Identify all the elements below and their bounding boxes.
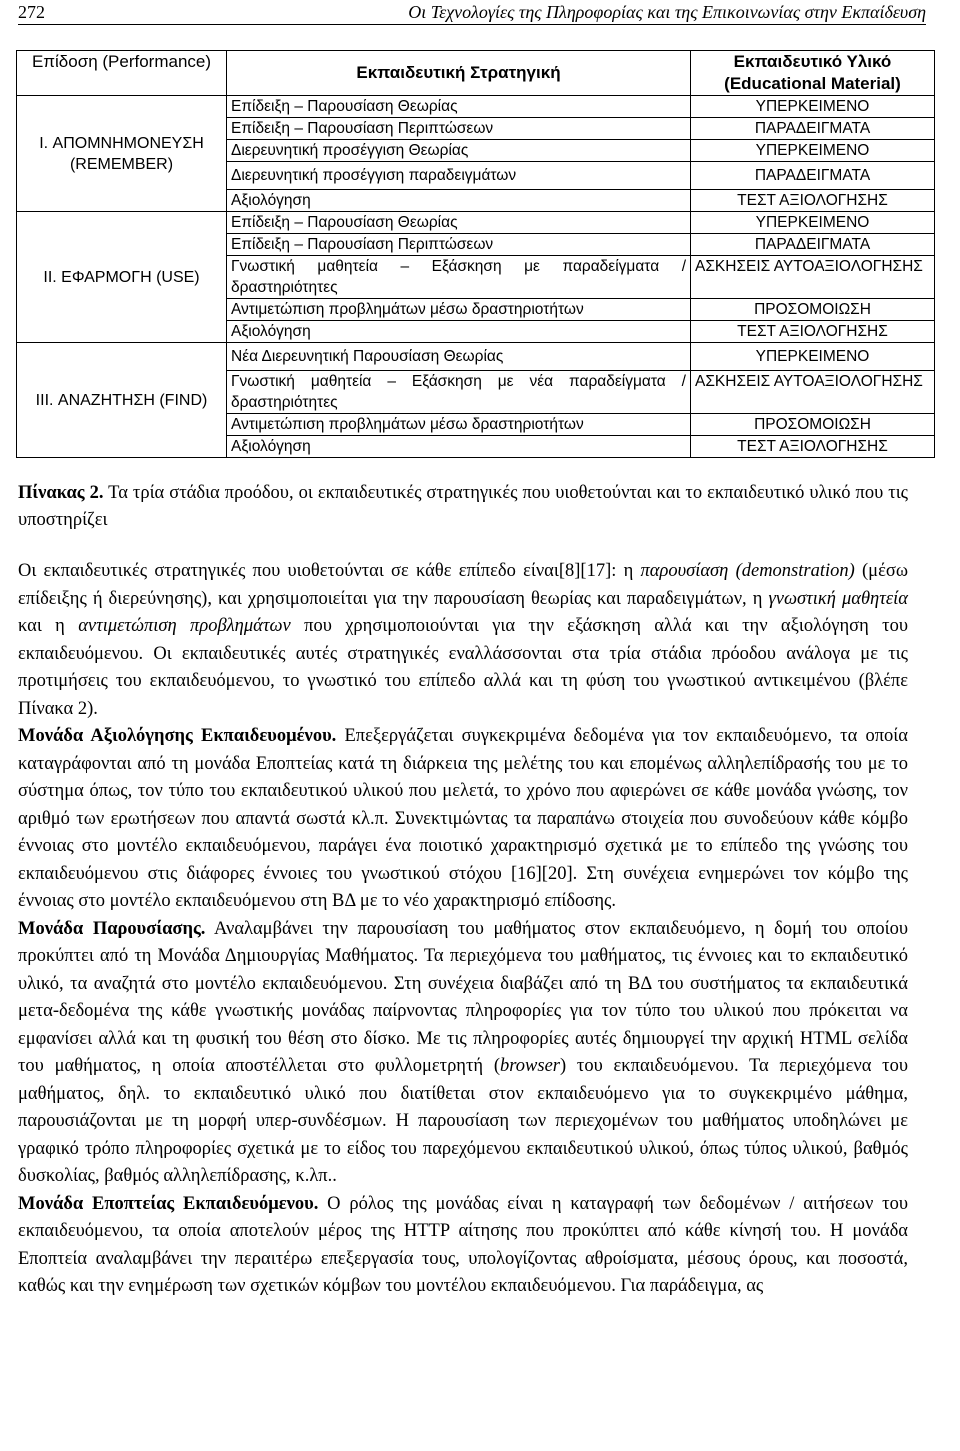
- p1-text-2: (μέσω επίδειξης ή διερεύνησης), και χρησιμοποιείται για την παρουσίαση θεωρίας και παραδειγμάτων, η: [18, 561, 909, 609]
- material-cell: ΥΠΕΡΚΕΙΜΕΝΟ: [691, 343, 935, 371]
- caption-label: Πίνακας 2.: [18, 483, 104, 503]
- strategy-cell: Επίδειξη – Παρουσίαση Θεωρίας: [227, 212, 691, 234]
- material-cell: ΥΠΕΡΚΕΙΜΕΝΟ: [691, 96, 935, 118]
- caption-text: Τα τρία στάδια προόδου, οι εκπαιδευτικές στρατηγικές που υιοθετούνται και το εκπαιδευτικό υλικό που τις υποστηρίζει: [18, 483, 908, 530]
- strategy-cell: Επίδειξη – Παρουσίαση Θεωρίας: [227, 96, 691, 118]
- page-header: [18, 0, 926, 25]
- strategy-cell: Διερευνητική προσέγγιση Θεωρίας: [227, 140, 691, 162]
- material-cell: ΑΣΚΗΣΕΙΣ ΑΥΤΟΑΞΙΟΛΟΓΗΣΗΣ: [691, 256, 935, 299]
- strategy-cell: Αντιμετώπιση προβλημάτων μέσω δραστηριοτήτων: [227, 299, 691, 321]
- material-cell: ΠΑΡΑΔΕΙΓΜΑΤΑ: [691, 234, 935, 256]
- table-caption: [18, 480, 908, 534]
- strategy-cell: Γνωστική μαθητεία – Εξάσκηση με νέα παραδείγματα / δραστηριότητες: [227, 371, 691, 414]
- table-row: [17, 96, 935, 118]
- col-header-material: Εκπαιδευτικό Υλικό (Educational Material): [691, 51, 935, 96]
- strategy-cell: Επίδειξη – Παρουσίαση Περιπτώσεων: [227, 234, 691, 256]
- p1-text-3: και η: [18, 616, 79, 636]
- material-cell: ΥΠΕΡΚΕΙΜΕΝΟ: [691, 212, 935, 234]
- material-cell: ΠΑΡΑΔΕΙΓΜΑΤΑ: [691, 162, 935, 190]
- strategy-cell: Διερευνητική προσέγγιση παραδειγμάτων: [227, 162, 691, 190]
- material-cell: ΠΡΟΣΟΜΟΙΩΣΗ: [691, 299, 935, 321]
- p4-text: Ο ρόλος της μονάδας είναι η καταγραφή των δεδομένων / αιτήσεων του εκπαιδευόμενου, τα οποία αποτελούν μέρος της HTTP αίτησης που προκύπτει από κάθε κίνησή του. Η μονάδα Εποπτεία αναλαμβάνει την περαιτέρω επεξεργασία τους, υπολογίζοντας αθροίσματα, μέσους όρους, και ποσοστά, καθώς και την ενημέρωση των σχετικών κόμβων του μοντέλου εκπαιδευόμενου. Για παράδειγμα, ας: [18, 1193, 908, 1296]
- strategy-cell: Αξιολόγηση: [227, 436, 691, 458]
- paragraph-presentation-unit: [18, 916, 908, 1191]
- p1-italic-demonstration: παρουσίαση (demonstration): [640, 561, 855, 581]
- col-header-performance: Επίδοση (Performance): [17, 51, 227, 96]
- strategy-cell: Γνωστική μαθητεία – Εξάσκηση με παραδείγματα / δραστηριότητες: [227, 256, 691, 299]
- level-find: III. ΑΝΑΖΗΤΗΣΗ (FIND): [17, 343, 227, 458]
- material-cell: ΤΕΣΤ ΑΞΙΟΛΟΓΗΣΗΣ: [691, 321, 935, 343]
- body-text: [18, 558, 908, 1301]
- material-cell: ΑΣΚΗΣΕΙΣ ΑΥΤΟΑΞΙΟΛΟΓΗΣΗΣ: [691, 371, 935, 414]
- page-number: 272: [18, 2, 45, 22]
- material-cell: ΥΠΕΡΚΕΙΜΕΝΟ: [691, 140, 935, 162]
- running-title: Οι Τεχνολογίες της Πληροφορίας και της Επικοινωνίας στην Εκπαίδευση: [408, 2, 926, 22]
- level-remember: I. ΑΠΟΜΝΗΜΟΝΕΥΣΗ (REMEMBER): [17, 96, 227, 212]
- heading-presentation-unit: Μονάδα Παρουσίασης.: [18, 918, 206, 939]
- heading-monitoring-unit: Μονάδα Εποπτείας Εκπαιδευόμενου.: [18, 1193, 319, 1214]
- heading-assessment-unit: Μονάδα Αξιολόγησης Εκπαιδευομένου.: [18, 726, 337, 746]
- p3-text-1: Αναλαμβάνει την παρουσίαση του μαθήματος στον εκπαιδευόμενο, η δομή του οποίου προκύπτει από τη Μονάδα Δημιουργίας Μαθήματος. Τα περιεχόμενα του μαθήματος, τις έννοιες και το εκπαιδευτικό υλικό, τα αναζητά στο μοντέλο εκπαιδευόμενου. Στη συνέχεια διαβάζει από τη ΒΔ του συστήματος τα εκπαιδευτικά μετα-δεδομένα της κάθε γνωστικής μονάδας παίρνοντας πληροφορίες για τον τύπο του υλικού που πρόκειται να εμφανίσει αλλά και τη φυσική του θέση στο δίσκο. Με τις πληροφορίες αυτές δημιουργεί την αρχική HTML σελίδα του μαθήματος, η οποία αποστέλλεται στο φυλλομετρητή (: [18, 918, 908, 1076]
- paragraph-strategies: [18, 558, 908, 723]
- strategy-cell: Επίδειξη – Παρουσίαση Περιπτώσεων: [227, 118, 691, 140]
- material-cell: ΠΑΡΑΔΕΙΓΜΑΤΑ: [691, 118, 935, 140]
- table-row: [17, 343, 935, 371]
- strategy-cell: Αξιολόγηση: [227, 190, 691, 212]
- table-header-row: [17, 51, 935, 96]
- strategy-cell: Νέα Διερευνητική Παρουσίαση Θεωρίας: [227, 343, 691, 371]
- material-cell: ΤΕΣΤ ΑΞΙΟΛΟΓΗΣΗΣ: [691, 190, 935, 212]
- strategy-cell: Αξιολόγηση: [227, 321, 691, 343]
- table-row: [17, 212, 935, 234]
- col-header-strategy: Εκπαιδευτική Στρατηγική: [227, 51, 691, 96]
- p3-italic-browser: browser: [500, 1056, 560, 1076]
- p3-text-2: ) του εκπαιδευόμενου. Τα περιεχόμενα του μαθήματος, δηλ. το εκπαιδευτικό υλικό που διατίθεται στον εκπαιδευόμενο για το συγκεκριμένο μάθημα, παρουσιάζονται με τη μορφή υπερ-συνδέσμων. Η παρουσίαση των περιεχομένων του μαθήματος υποδηλώνει με γραφικό τρόπο πληροφορίες σχετικά με το είδος του παρεχόμενου εκπαιδευτικού υλικού, όπως τύπος υλικού, βαθμός δυσκολίας, βαθμός αλληλεπίδρασης, κ.λπ..: [18, 1056, 908, 1186]
- paragraph-monitoring-unit: [18, 1191, 908, 1301]
- p2-text: Επεξεργάζεται συγκεκριμένα δεδομένα για τον εκπαιδευόμενο, τα οποία καταγράφονται από τη μονάδα Εποπτείας κατά τη διάρκεια της μελέτης του και επομένως αλληλεπίδρασής του με το σύστημα όπως, τον τύπο του εκπαιδευτικού υλικού που μελετά, το χρόνο που αφιερώνει σε κάθε μονάδα γνώσης, τον αριθμό των ερωτήσεων που απαντά σωστά κλ.π. Συνεκτιμώντας τα παραπάνω στοιχεία που συνοδεύουν κάθε κόμβο έννοιας στο μοντέλο εκπαιδευόμενου, παράγει ένα ποιοτικό χαρακτηρισμό σχετικά με το επίπεδο της γνώσης του εκπαιδευόμενου στις διάφορες έννοιες του γνωστικού στόχου [16][20]. Στη συνέχεια ενημερώνει τον κόμβο της έννοιας στο μοντέλο εκπαιδευόμενου στη ΒΔ με το νέο χαρακτηρισμό επίδοσης.: [18, 726, 908, 911]
- material-cell: ΠΡΟΣΟΜΟΙΩΣΗ: [691, 414, 935, 436]
- p1-italic-problem-solving: αντιμετώπιση προβλημάτων: [78, 616, 291, 636]
- strategy-cell: Αντιμετώπιση προβλημάτων μέσω δραστηριοτήτων: [227, 414, 691, 436]
- p1-italic-apprenticeship: γνωστική μαθητεία: [768, 588, 909, 609]
- p1-text-1: Οι εκπαιδευτικές στρατηγικές που υιοθετούνται σε κάθε επίπεδο είναι[8][17]: η: [18, 561, 641, 581]
- paragraph-assessment-unit: [18, 723, 908, 916]
- material-cell: ΤΕΣΤ ΑΞΙΟΛΟΓΗΣΗΣ: [691, 436, 935, 458]
- level-use: II. ΕΦΑΡΜΟΓΗ (USE): [17, 212, 227, 343]
- strategy-table: [16, 50, 935, 458]
- p1-text-4: που χρησιμοποιούνται για την εξάσκηση αλλά και την αξιολόγηση του εκπαιδευόμενου. Οι εκπαιδευτικές αυτές στρατηγικές εναλλάσσονται στα τρία στάδια πρόοδου ανάλογα με τις προτιμήσεις του εκπαιδευόμενου, το γνωστικό του επίπεδο αλλά και τη φύση του γνωστικού αντικειμένου (βλέπε Πίνακα 2).: [18, 616, 908, 719]
